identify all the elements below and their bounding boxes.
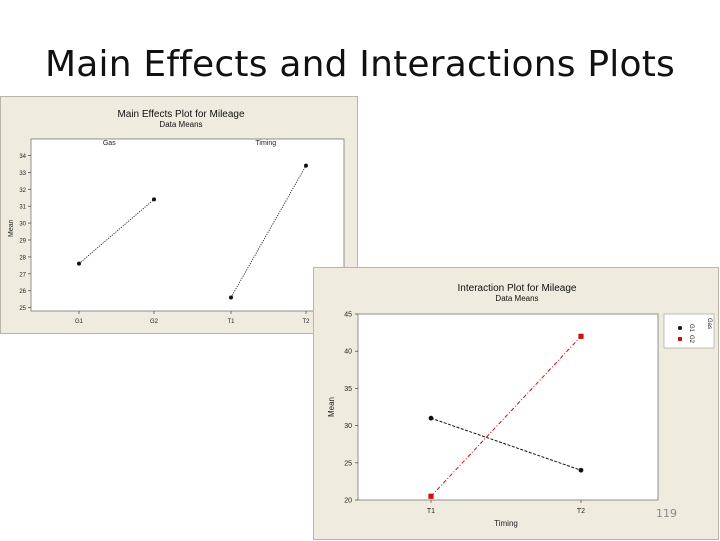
x-axis-label: Timing: [494, 519, 518, 528]
data-point-g2-t1: [428, 494, 433, 499]
x-tick-label: T1: [227, 319, 235, 325]
y-axis-label: Mean: [8, 219, 15, 237]
y-tick-label: 33: [19, 170, 26, 177]
main-effects-chart-panel: [0, 96, 358, 334]
x-tick-label: G1: [74, 319, 84, 325]
y-tick-label: 29: [19, 238, 26, 245]
strip-label-gas: Gas: [102, 140, 116, 147]
page-number: 119: [656, 507, 677, 520]
x-tick-label: G2: [149, 319, 159, 325]
interaction-plot: [314, 268, 720, 541]
chart-title: Interaction Plot for Mileage: [457, 283, 577, 294]
interaction-chart-panel: [313, 267, 719, 540]
y-tick-label: 40: [344, 348, 352, 356]
y-tick-label: 30: [19, 221, 26, 228]
chart-subtitle: Data Means: [159, 120, 203, 129]
x-tick-label: T2: [302, 319, 310, 325]
y-axis-label: Mean: [327, 396, 336, 417]
y-tick-label: 32: [19, 187, 26, 194]
plot-area: [358, 314, 658, 500]
plot-area: [31, 139, 344, 311]
legend-marker-g2: [678, 337, 682, 341]
chart-subtitle: Data Means: [495, 294, 539, 303]
y-tick-label: 34: [19, 153, 26, 160]
y-tick-label: 35: [344, 385, 352, 393]
data-point-t1: [229, 295, 233, 299]
data-point-g1: [77, 262, 81, 266]
y-tick-label: 45: [344, 311, 352, 319]
strip-label-timing: Timing: [255, 140, 277, 147]
legend-label-g2: G2: [688, 335, 694, 344]
y-tick-label: 25: [344, 460, 352, 468]
data-point-g2: [152, 197, 156, 201]
data-point-g2-t2: [578, 334, 583, 339]
y-tick-label: 30: [344, 423, 352, 431]
x-tick-label: T2: [576, 508, 586, 515]
y-tick-label: 31: [19, 204, 26, 211]
y-tick-label: 28: [19, 255, 26, 262]
data-point-t2: [304, 164, 308, 168]
legend: [664, 314, 714, 348]
slide-title: Main Effects and Interactions Plots: [44, 44, 676, 85]
data-point-g1-t1: [429, 416, 434, 421]
y-tick-label: 26: [19, 289, 26, 296]
y-tick-label: 25: [19, 306, 26, 313]
main-effects-plot: [1, 97, 359, 335]
legend-label-g1: G1: [688, 324, 694, 333]
x-tick-label: T1: [426, 508, 436, 515]
legend-marker-g1: [678, 326, 682, 330]
data-point-g1-t2: [579, 468, 584, 473]
y-tick-label: 27: [19, 272, 26, 279]
legend-title: Gas: [706, 318, 712, 330]
chart-title: Main Effects Plot for Mileage: [117, 109, 245, 120]
y-tick-label: 20: [344, 497, 352, 505]
